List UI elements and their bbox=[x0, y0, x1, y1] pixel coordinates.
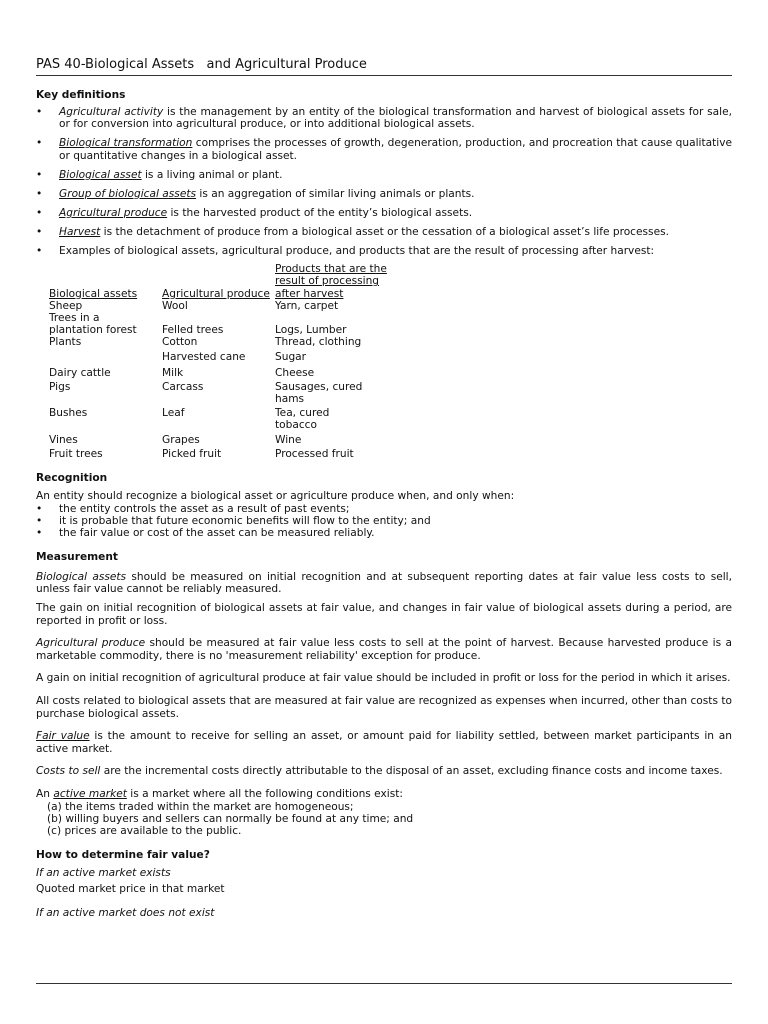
measurement-paragraph: Costs to sell are the incremental costs directly attributable to the disposal of an asset, excluding finance costs and income taxes. bbox=[36, 765, 723, 778]
page-title: PAS 40-Biological Assets and Agricultural Produce bbox=[36, 56, 732, 76]
table-header: Agricultural produce bbox=[162, 287, 270, 300]
definition-term: Harvest bbox=[59, 225, 101, 238]
table-cell: Felled trees bbox=[162, 324, 224, 337]
measurement-paragraph: The gain on initial recognition of biological assets at fair value, and changes in fair value of biological assets during a period, are reported in profit or loss. bbox=[36, 602, 732, 627]
table-cell: Picked fruit bbox=[162, 447, 222, 460]
key-definitions-heading: Key definitions bbox=[36, 89, 126, 101]
measurement-heading: Measurement bbox=[36, 550, 118, 563]
fair-value-heading: How to determine fair value? bbox=[36, 849, 210, 862]
definition-item: • Agricultural produce is the harvested product of the entity’s biological assets. bbox=[36, 207, 732, 219]
table-cell: Cheese bbox=[275, 366, 315, 379]
measurement-paragraph: Agricultural produce should be measured at fair value less costs to sell at the point of harvest. Because harvested produce is a marketable commodity, there is no 'measurement reliability' exception for produce. bbox=[36, 637, 732, 662]
table-cell: Plants bbox=[49, 336, 82, 349]
table-cell: Dairy cattle bbox=[49, 366, 111, 379]
table-cell: Trees in a plantation forest bbox=[49, 312, 137, 337]
conditions-list bbox=[36, 801, 732, 838]
table-cell: Cotton bbox=[162, 336, 198, 349]
table-cell: Yarn, carpet bbox=[275, 299, 339, 312]
measurement-paragraph: An active market is a market where all the following conditions exist: bbox=[36, 788, 403, 800]
definition-term: Agricultural produce bbox=[59, 206, 168, 219]
table-row bbox=[49, 300, 395, 312]
table-cell: Sausages, cured hams bbox=[275, 380, 363, 406]
measurement-paragraph: A gain on initial recognition of agricultural produce at fair value should be included in profit or loss for the period in which it arises. bbox=[36, 672, 731, 685]
table-cell: Leaf bbox=[162, 407, 185, 420]
table-cell: Sugar bbox=[275, 350, 307, 363]
recognition-item: • the fair value or cost of the asset can be measured reliably. bbox=[36, 527, 732, 539]
recognition-intro: An entity should recognize a biological asset or agriculture produce when, and only when: bbox=[36, 490, 515, 503]
definition-item: • Harvest is the detachment of produce from a biological asset or the cessation of a biological asset’s life processes. bbox=[36, 226, 732, 238]
table-cell: Milk bbox=[162, 366, 184, 379]
condition-item: (b) willing buyers and sellers can normally be found at any time; and bbox=[47, 812, 414, 825]
table-cell bbox=[49, 349, 162, 365]
definition-term: Group of biological assets bbox=[59, 187, 197, 200]
table-cell: Fruit trees bbox=[49, 447, 103, 460]
recognition-list bbox=[36, 503, 732, 540]
table-cell: Processed fruit bbox=[275, 447, 354, 460]
table-row bbox=[49, 336, 395, 348]
fair-value-answer: Quoted market price in that market bbox=[36, 882, 225, 895]
document-page bbox=[36, 56, 732, 920]
measurement-paragraph: Fair value is the amount to receive for selling an asset, or amount paid for liability settled, between market participants in an active market. bbox=[36, 730, 732, 755]
table-cell: Harvested cane bbox=[162, 350, 246, 363]
table-header: Products that are the result of processing after harvest bbox=[275, 263, 387, 300]
table-row bbox=[49, 312, 395, 336]
definition-item: • Biological asset is a living animal or plant. bbox=[36, 169, 732, 181]
recognition-heading: Recognition bbox=[36, 472, 108, 485]
table-row bbox=[49, 365, 395, 379]
definition-term: Agricultural activity bbox=[59, 106, 164, 118]
measurement-paragraph: All costs related to biological assets that are measured at fair value are recognized as expenses when incurred, other than costs to purchase biological assets. bbox=[36, 695, 732, 720]
table-cell: Wool bbox=[162, 299, 188, 312]
table-cell: Carcass bbox=[162, 380, 204, 393]
table-row bbox=[49, 379, 395, 405]
fair-value-case: If an active market does not exist bbox=[36, 907, 215, 920]
table-cell: Grapes bbox=[162, 433, 200, 446]
table-cell: Thread, clothing bbox=[275, 336, 362, 349]
table-cell: Sheep bbox=[49, 299, 83, 312]
measurement-paragraph: Biological assets should be measured on initial recognition and at subsequent reporting dates at fair value less costs to sell, unless fair value cannot be reliably measured. bbox=[36, 570, 732, 596]
condition-item: (c) prices are available to the public. bbox=[47, 825, 242, 837]
condition-item: (a) the items traded within the market are homogeneous; bbox=[47, 800, 354, 813]
table-row bbox=[49, 405, 395, 431]
table-row bbox=[49, 349, 395, 365]
table-row bbox=[49, 432, 395, 446]
table-cell: Vines bbox=[49, 433, 78, 446]
definition-item: • Agricultural activity is the management by an entity of the biological transformation and harvest of biological assets for sale, or for conversion into agricultural produce, or into additional biological assets. bbox=[36, 106, 732, 131]
table-row bbox=[49, 446, 395, 460]
definition-item: • Group of biological assets is an aggregation of similar living animals or plants. bbox=[36, 188, 732, 200]
definition-item: • Biological transformation comprises the processes of growth, degeneration, production, and procreation that cause qualitative or quantitative changes in a biological asset. bbox=[36, 137, 732, 162]
definition-term: Biological asset bbox=[59, 168, 142, 181]
footer-divider bbox=[36, 983, 732, 984]
recognition-item: • the entity controls the asset as a result of past events; bbox=[36, 503, 732, 515]
examples-table bbox=[49, 263, 395, 460]
table-header: Biological assets bbox=[49, 287, 138, 300]
definition-term: Biological transformation bbox=[59, 137, 193, 150]
table-cell: Pigs bbox=[49, 380, 71, 393]
examples-intro: • Examples of biological assets, agricultural produce, and products that are the result of processing after harvest: bbox=[36, 245, 732, 257]
table-cell: Wine bbox=[275, 433, 302, 446]
definitions-list bbox=[36, 106, 732, 257]
table-cell: Tea, cured tobacco bbox=[275, 407, 330, 432]
table-cell: Logs, Lumber bbox=[275, 324, 347, 337]
table-cell: Bushes bbox=[49, 407, 88, 420]
recognition-item: • it is probable that future economic benefits will flow to the entity; and bbox=[36, 515, 732, 527]
fair-value-case: If an active market exists bbox=[36, 867, 171, 880]
